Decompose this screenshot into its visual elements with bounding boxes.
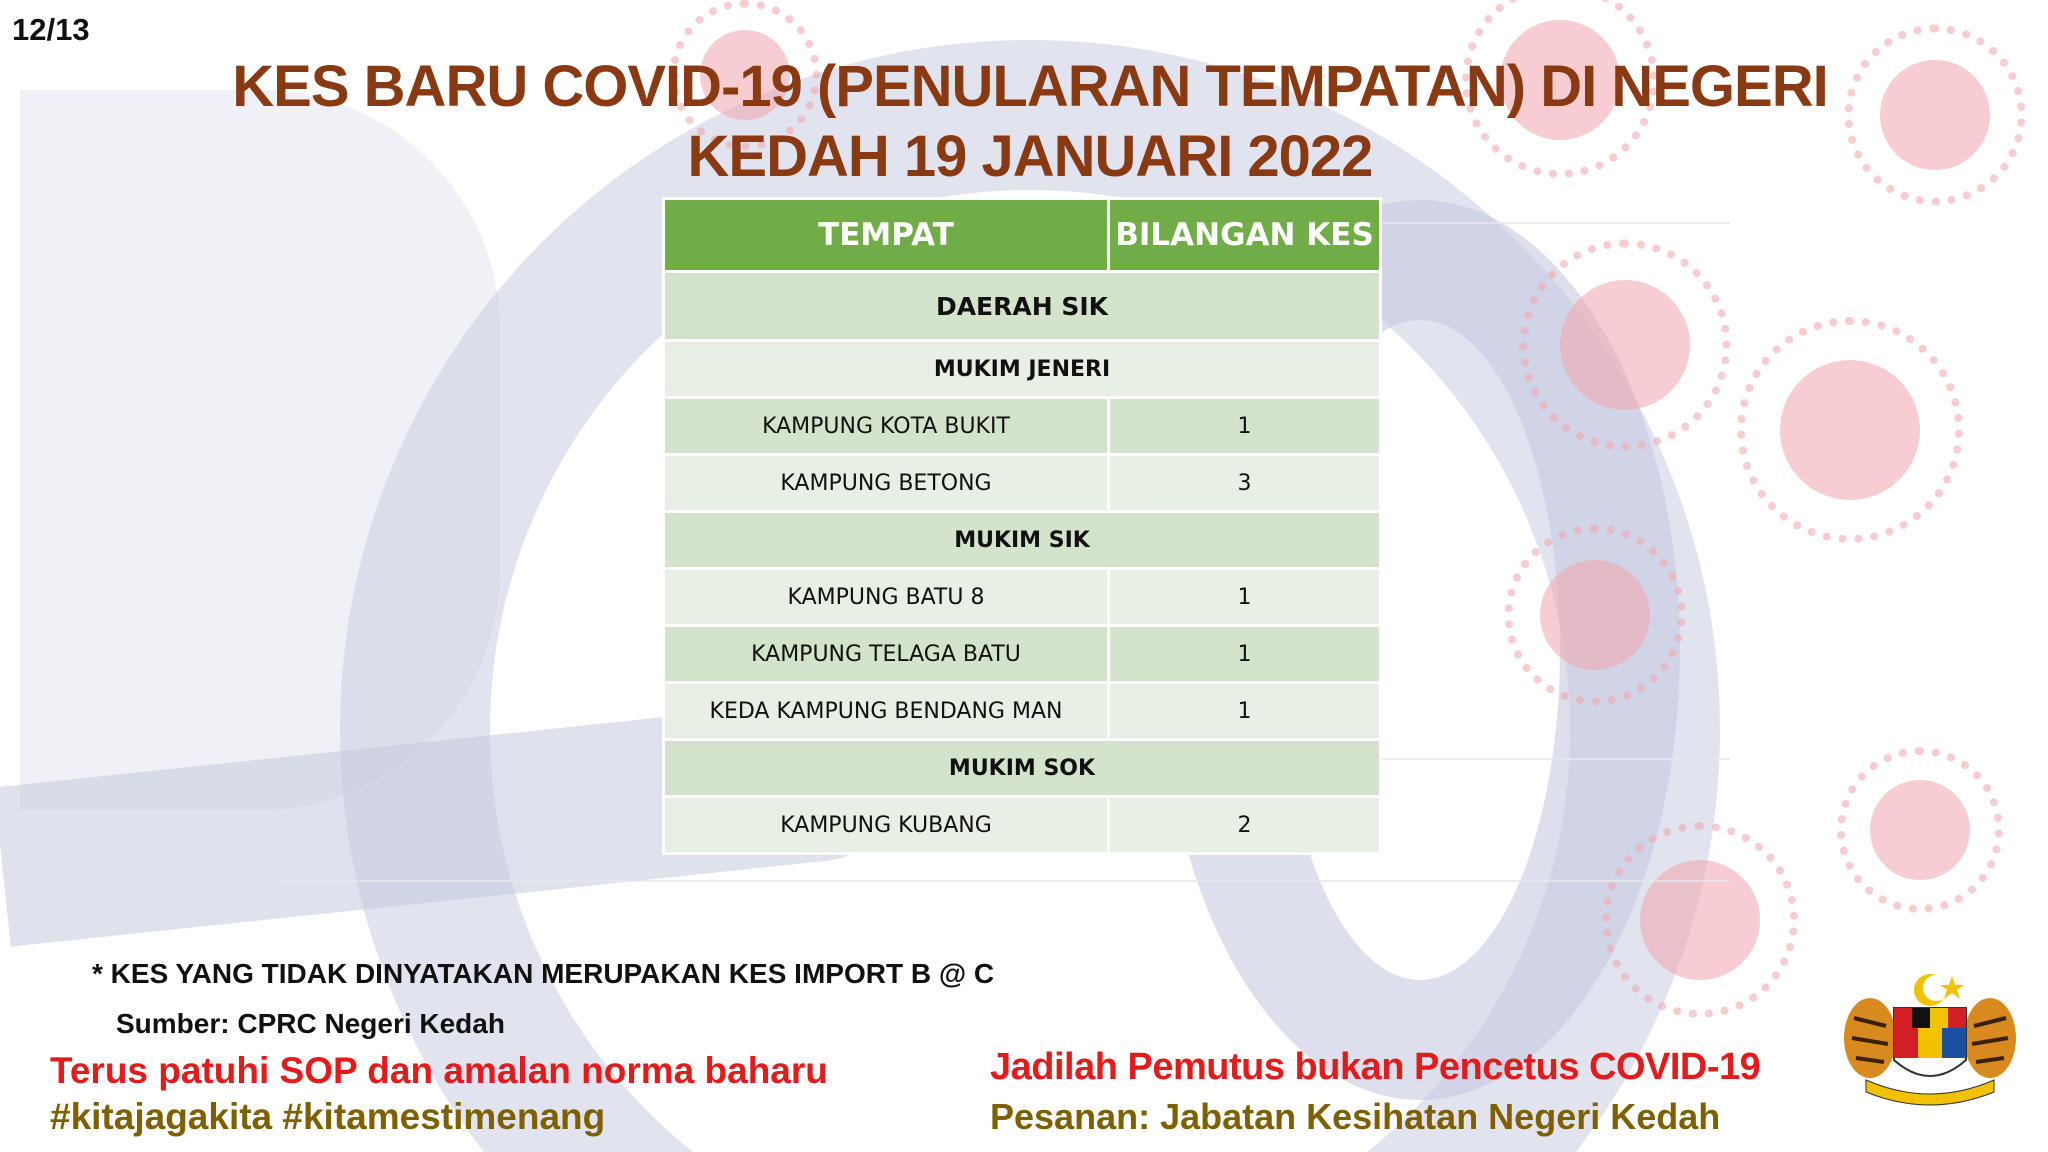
header-place: TEMPAT — [664, 199, 1109, 272]
virus-icon — [1640, 860, 1760, 980]
mukim-row — [664, 341, 1381, 398]
background-line — [280, 880, 1730, 882]
place-cell: KAMPUNG KOTA BUKIT — [664, 398, 1109, 455]
mukim-row — [664, 740, 1381, 797]
slogan: Jadilah Pemutus bukan Pencetus COVID-19 — [990, 1046, 1761, 1088]
title-line-2: KEDAH 19 JANUARI 2022 — [687, 124, 1373, 189]
mukim-name: MUKIM JENERI — [664, 341, 1381, 398]
source-text: Sumber: CPRC Negeri Kedah — [116, 1008, 505, 1039]
page-number: 12/13 — [12, 12, 90, 47]
count-cell: 2 — [1109, 797, 1381, 854]
table-row — [664, 455, 1381, 512]
hashtags: #kitajagakita #kitamestimenang — [50, 1096, 606, 1137]
mukim-name: MUKIM SIK — [664, 512, 1381, 569]
virus-icon — [1880, 60, 1990, 170]
header-count: BILANGAN KES — [1109, 199, 1381, 272]
count-cell: 1 — [1109, 626, 1381, 683]
title-line-1: KES BARU COVID-19 (PENULARAN TEMPATAN) DI NEGERI — [232, 54, 1828, 119]
virus-icon — [1560, 280, 1690, 410]
page-title — [200, 52, 1860, 192]
count-cell: 1 — [1109, 569, 1381, 626]
place-cell: KAMPUNG TELAGA BATU — [664, 626, 1109, 683]
count-cell: 1 — [1109, 683, 1381, 740]
virus-icon — [1540, 560, 1650, 670]
malaysia-coat-of-arms-icon — [1830, 968, 2030, 1108]
table-row — [664, 683, 1381, 740]
cases-table — [662, 197, 1382, 855]
virus-icon — [1870, 780, 1970, 880]
place-cell: KAMPUNG BETONG — [664, 455, 1109, 512]
place-cell: KAMPUNG BATU 8 — [664, 569, 1109, 626]
footnote: * KES YANG TIDAK DINYATAKAN MERUPAKAN KES IMPORT B @ C — [92, 958, 995, 989]
district-row — [664, 272, 1381, 341]
table-row — [664, 797, 1381, 854]
place-cell: KEDA KAMPUNG BENDANG MAN — [664, 683, 1109, 740]
count-cell: 1 — [1109, 398, 1381, 455]
count-cell: 3 — [1109, 455, 1381, 512]
table-row — [664, 398, 1381, 455]
table-header-row — [664, 199, 1381, 272]
background-line — [1380, 222, 1730, 224]
virus-icon — [1780, 360, 1920, 500]
table-row — [664, 626, 1381, 683]
sop-message: Terus patuhi SOP dan amalan norma baharu — [50, 1050, 828, 1091]
place-cell: KAMPUNG KUBANG — [664, 797, 1109, 854]
district-name: DAERAH SIK — [664, 272, 1381, 341]
message-text: Pesanan: Jabatan Kesihatan Negeri Kedah — [990, 1096, 1721, 1137]
mukim-name: MUKIM SOK — [664, 740, 1381, 797]
background-line — [1380, 758, 1730, 760]
mukim-row — [664, 512, 1381, 569]
table-row — [664, 569, 1381, 626]
